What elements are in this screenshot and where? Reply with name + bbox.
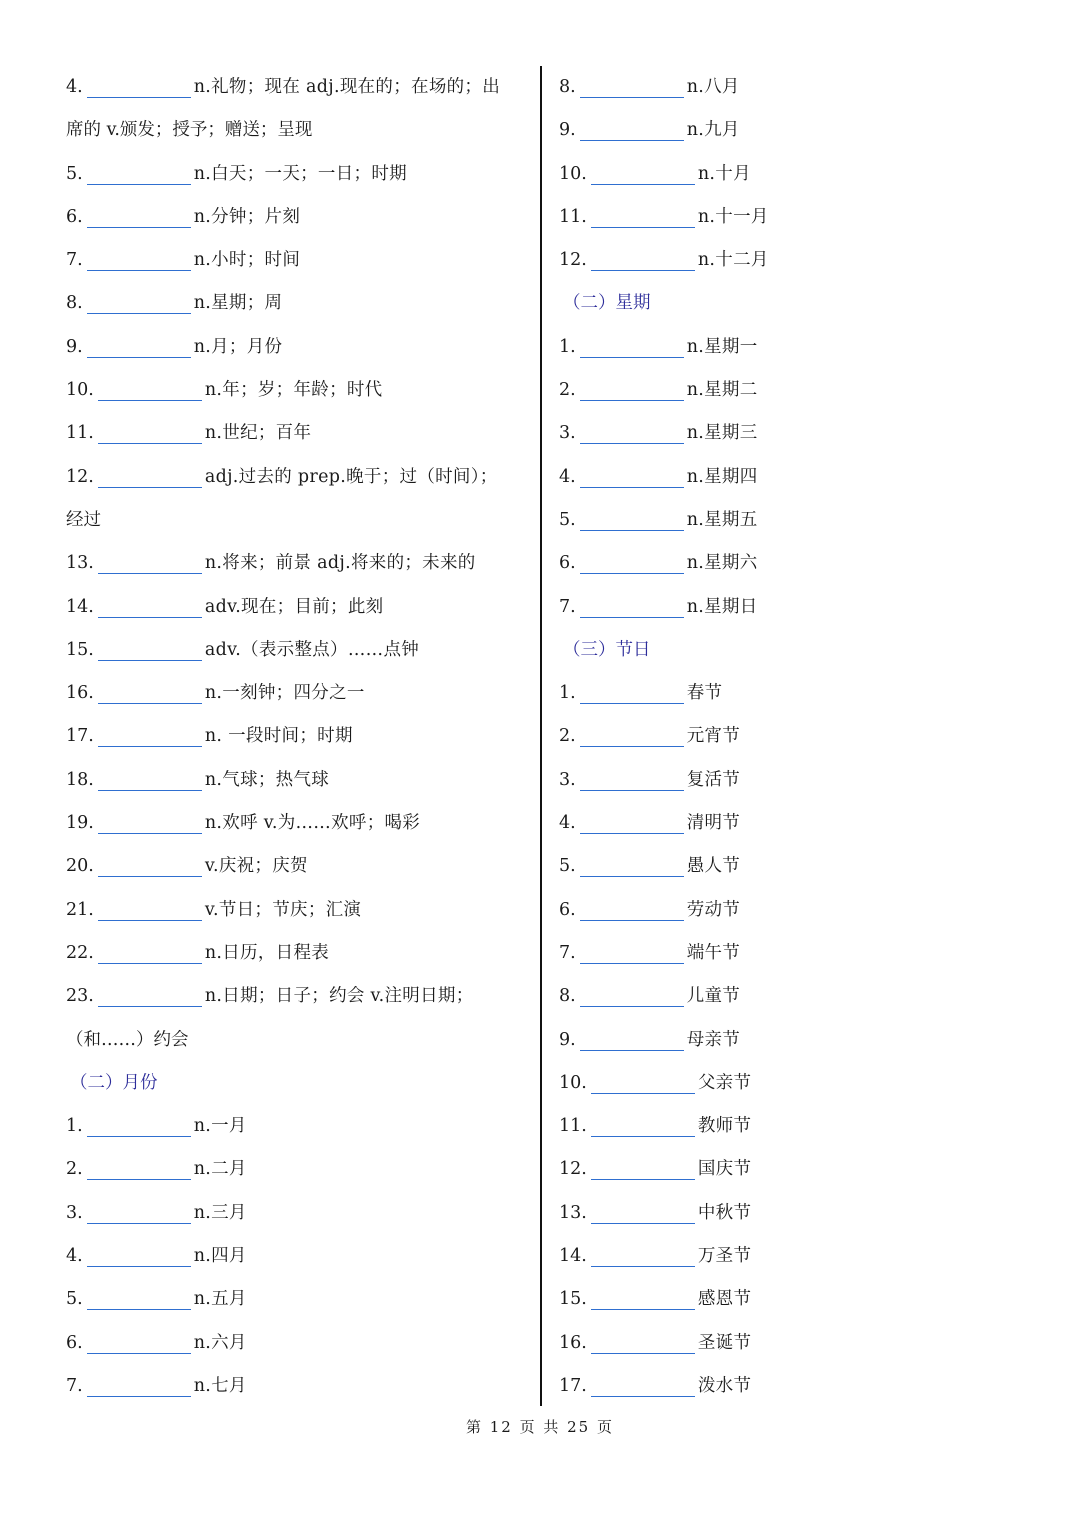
vocab-item bbox=[66, 1322, 524, 1365]
item-definition: n.十二月 bbox=[697, 250, 769, 271]
item-definition: n.三月 bbox=[193, 1202, 247, 1223]
answer-blank[interactable] bbox=[98, 856, 202, 877]
vocab-item bbox=[66, 845, 524, 888]
answer-blank[interactable] bbox=[98, 986, 202, 1007]
item-number: 5. bbox=[66, 1289, 83, 1310]
vocab-item bbox=[66, 456, 524, 499]
item-definition: 儿童节 bbox=[686, 986, 741, 1007]
vocab-item bbox=[559, 326, 1019, 369]
item-definition: n.将来；前景 adj.将来的；未来的 bbox=[204, 553, 476, 574]
vocab-item bbox=[66, 153, 524, 196]
answer-blank[interactable] bbox=[87, 1159, 191, 1180]
item-definition: n.白天；一天；一日；时期 bbox=[193, 163, 407, 184]
vocab-item bbox=[66, 196, 524, 239]
item-number: 1. bbox=[559, 336, 576, 357]
vocab-item bbox=[66, 66, 524, 109]
answer-blank[interactable] bbox=[580, 856, 684, 877]
vocab-item bbox=[66, 1192, 524, 1235]
item-definition: n.七月 bbox=[193, 1375, 247, 1396]
item-definition: 中秋节 bbox=[697, 1202, 752, 1223]
item-number: 4. bbox=[559, 466, 576, 487]
vocab-item bbox=[66, 326, 524, 369]
item-number: 17. bbox=[559, 1375, 587, 1396]
item-definition: n.小时；时间 bbox=[193, 250, 301, 271]
answer-blank[interactable] bbox=[87, 337, 191, 358]
item-number: 16. bbox=[66, 683, 94, 704]
answer-blank[interactable] bbox=[580, 813, 684, 834]
item-number: 5. bbox=[559, 509, 576, 530]
vocab-item bbox=[559, 1235, 1019, 1278]
item-definition: n.月；月份 bbox=[193, 336, 283, 357]
item-number: 3. bbox=[559, 423, 576, 444]
item-definition: n.星期四 bbox=[686, 466, 758, 487]
vocab-item bbox=[559, 66, 1019, 109]
item-number: 22. bbox=[66, 942, 94, 963]
item-number: 5. bbox=[559, 856, 576, 877]
item-number: 11. bbox=[559, 206, 587, 227]
vocab-item bbox=[559, 1365, 1019, 1408]
answer-blank[interactable] bbox=[580, 726, 684, 747]
item-number: 7. bbox=[66, 1375, 83, 1396]
answer-blank[interactable] bbox=[591, 164, 695, 185]
answer-blank[interactable] bbox=[591, 1333, 695, 1354]
answer-blank[interactable] bbox=[591, 1246, 695, 1267]
vocab-list-holidays bbox=[559, 672, 1019, 1408]
definition-continuation: 经过 bbox=[66, 509, 101, 530]
item-number: 7. bbox=[559, 596, 576, 617]
item-definition: n.分钟；片刻 bbox=[193, 206, 301, 227]
item-number: 1. bbox=[559, 683, 576, 704]
vocab-item bbox=[559, 932, 1019, 975]
item-definition: n.星期；周 bbox=[193, 293, 283, 314]
vocab-item bbox=[559, 802, 1019, 845]
answer-blank[interactable] bbox=[580, 553, 684, 574]
answer-blank[interactable] bbox=[98, 553, 202, 574]
item-number: 12. bbox=[66, 466, 94, 487]
item-definition: n.星期日 bbox=[686, 596, 758, 617]
answer-blank[interactable] bbox=[591, 1376, 695, 1397]
item-definition: v.庆祝；庆贺 bbox=[204, 856, 308, 877]
answer-blank[interactable] bbox=[98, 813, 202, 834]
item-number: 12. bbox=[559, 1159, 587, 1180]
answer-blank[interactable] bbox=[87, 77, 191, 98]
item-number: 15. bbox=[66, 639, 94, 660]
item-number: 13. bbox=[559, 1202, 587, 1223]
answer-blank[interactable] bbox=[580, 337, 684, 358]
item-number: 12. bbox=[559, 250, 587, 271]
item-number: 2. bbox=[559, 380, 576, 401]
item-definition: v.节日；节庆；汇演 bbox=[204, 899, 362, 920]
item-definition: 复活节 bbox=[686, 769, 741, 790]
vocab-item bbox=[66, 369, 524, 412]
item-definition: 万圣节 bbox=[697, 1246, 752, 1267]
answer-blank[interactable] bbox=[591, 207, 695, 228]
item-definition: n.一刻钟；四分之一 bbox=[204, 683, 365, 704]
answer-blank[interactable] bbox=[87, 1116, 191, 1137]
item-number: 23. bbox=[66, 986, 94, 1007]
vocab-item bbox=[559, 542, 1019, 585]
item-number: 13. bbox=[66, 553, 94, 574]
answer-blank[interactable] bbox=[580, 510, 684, 531]
vocab-item bbox=[559, 1192, 1019, 1235]
answer-blank[interactable] bbox=[98, 943, 202, 964]
vocab-item bbox=[66, 1148, 524, 1191]
item-number: 9. bbox=[66, 336, 83, 357]
item-number: 1. bbox=[66, 1116, 83, 1137]
vocab-item bbox=[559, 586, 1019, 629]
vocab-item bbox=[559, 239, 1019, 282]
item-number: 4. bbox=[66, 77, 83, 97]
item-number: 2. bbox=[66, 1159, 83, 1180]
answer-blank[interactable] bbox=[98, 467, 202, 488]
item-number: 8. bbox=[559, 77, 576, 97]
answer-blank[interactable] bbox=[87, 1246, 191, 1267]
item-definition: 春节 bbox=[686, 683, 723, 704]
vocab-item bbox=[559, 196, 1019, 239]
item-number: 21. bbox=[66, 899, 94, 920]
item-definition: n.星期五 bbox=[686, 509, 758, 530]
item-number: 6. bbox=[559, 899, 576, 920]
item-definition: n.礼物；现在 adj.现在的；在场的；出 bbox=[193, 77, 501, 97]
answer-blank[interactable] bbox=[87, 1376, 191, 1397]
item-number: 16. bbox=[559, 1332, 587, 1353]
item-definition: 端午节 bbox=[686, 942, 741, 963]
item-definition: n.星期六 bbox=[686, 553, 758, 574]
item-definition: 教师节 bbox=[697, 1116, 752, 1137]
item-number: 9. bbox=[559, 120, 576, 141]
item-number: 17. bbox=[66, 726, 94, 747]
vocab-item bbox=[559, 1062, 1019, 1105]
item-number: 15. bbox=[559, 1289, 587, 1310]
vocab-item bbox=[559, 456, 1019, 499]
vocab-list-weekdays bbox=[559, 326, 1019, 629]
answer-blank[interactable] bbox=[591, 1116, 695, 1137]
item-definition: n.八月 bbox=[686, 77, 740, 97]
page-footer: 第 12 页 共 25 页 bbox=[465, 1418, 614, 1436]
answer-blank[interactable] bbox=[591, 1073, 695, 1094]
vocab-item bbox=[559, 1322, 1019, 1365]
item-number: 8. bbox=[66, 293, 83, 314]
item-definition: 父亲节 bbox=[697, 1072, 752, 1093]
vocab-item bbox=[559, 1019, 1019, 1062]
vocab-list-months-b bbox=[559, 66, 1019, 282]
answer-blank[interactable] bbox=[98, 683, 202, 704]
vocab-item bbox=[66, 282, 524, 325]
answer-blank[interactable] bbox=[580, 597, 684, 618]
column-divider bbox=[540, 66, 542, 1406]
vocab-list-block1 bbox=[66, 66, 524, 1062]
vocab-item bbox=[66, 1235, 524, 1278]
answer-blank[interactable] bbox=[591, 250, 695, 271]
answer-blank[interactable] bbox=[98, 900, 202, 921]
item-definition: n.世纪；百年 bbox=[204, 423, 312, 444]
item-definition: 愚人节 bbox=[686, 856, 741, 877]
item-number: 3. bbox=[559, 769, 576, 790]
item-number: 14. bbox=[559, 1246, 587, 1267]
item-number: 20. bbox=[66, 856, 94, 877]
answer-blank[interactable] bbox=[580, 683, 684, 704]
item-definition: n.五月 bbox=[193, 1289, 247, 1310]
item-definition: 母亲节 bbox=[686, 1029, 741, 1050]
item-number: 6. bbox=[66, 206, 83, 227]
answer-blank[interactable] bbox=[580, 77, 684, 98]
vocab-item bbox=[559, 672, 1019, 715]
vocab-item bbox=[66, 586, 524, 629]
item-definition: 圣诞节 bbox=[697, 1332, 752, 1353]
item-definition: n.星期二 bbox=[686, 380, 758, 401]
answer-blank[interactable] bbox=[87, 1333, 191, 1354]
item-number: 10. bbox=[66, 380, 94, 401]
vocab-item bbox=[559, 499, 1019, 542]
item-definition: 元宵节 bbox=[686, 726, 741, 747]
answer-blank[interactable] bbox=[580, 900, 684, 921]
item-definition: 清明节 bbox=[686, 813, 741, 834]
item-definition: n.日期；日子；约会 v.注明日期； bbox=[204, 986, 474, 1007]
item-definition: n.日历，日程表 bbox=[204, 942, 330, 963]
item-number: 3. bbox=[66, 1202, 83, 1223]
item-number: 6. bbox=[66, 1332, 83, 1353]
item-definition: adv.现在；目前；此刻 bbox=[204, 596, 384, 617]
answer-blank[interactable] bbox=[591, 1159, 695, 1180]
item-definition: n.年；岁；年龄；时代 bbox=[204, 380, 383, 401]
item-number: 9. bbox=[559, 1029, 576, 1050]
vocab-item bbox=[559, 369, 1019, 412]
item-number: 10. bbox=[559, 163, 587, 184]
answer-blank[interactable] bbox=[580, 120, 684, 141]
vocab-item bbox=[66, 1105, 524, 1148]
answer-blank[interactable] bbox=[87, 164, 191, 185]
vocab-item bbox=[559, 153, 1019, 196]
vocab-item bbox=[559, 715, 1019, 758]
answer-blank[interactable] bbox=[580, 943, 684, 964]
item-number: 11. bbox=[559, 1116, 587, 1137]
item-definition: n.十月 bbox=[697, 163, 751, 184]
item-definition: n.气球；热气球 bbox=[204, 769, 330, 790]
vocab-item bbox=[66, 715, 524, 758]
item-definition: adj.过去的 prep.晚于；过（时间）； bbox=[204, 466, 498, 487]
item-number: 4. bbox=[66, 1246, 83, 1267]
item-number: 8. bbox=[559, 986, 576, 1007]
answer-blank[interactable] bbox=[87, 1289, 191, 1310]
item-definition: n.四月 bbox=[193, 1246, 247, 1267]
item-definition: 泼水节 bbox=[697, 1375, 752, 1396]
item-number: 10. bbox=[559, 1072, 587, 1093]
vocab-item bbox=[559, 1105, 1019, 1148]
vocab-item bbox=[66, 239, 524, 282]
answer-blank[interactable] bbox=[98, 726, 202, 747]
vocab-list-months-a bbox=[66, 1105, 524, 1408]
answer-blank[interactable] bbox=[580, 467, 684, 488]
item-number: 2. bbox=[559, 726, 576, 747]
vocab-item bbox=[559, 975, 1019, 1018]
left-column bbox=[66, 66, 524, 1408]
section-heading-holidays: （三）节日 bbox=[563, 639, 651, 660]
vocab-item bbox=[559, 889, 1019, 932]
answer-blank[interactable] bbox=[591, 1203, 695, 1224]
vocab-item bbox=[66, 1365, 524, 1408]
item-number: 18. bbox=[66, 769, 94, 790]
item-definition: n.九月 bbox=[686, 120, 740, 141]
answer-blank[interactable] bbox=[87, 207, 191, 228]
item-definition: n. 一段时间；时期 bbox=[204, 726, 353, 747]
answer-blank[interactable] bbox=[87, 1203, 191, 1224]
item-number: 4. bbox=[559, 813, 576, 834]
vocab-item bbox=[66, 542, 524, 585]
definition-continuation: （和……）约会 bbox=[66, 1029, 189, 1050]
item-definition: n.二月 bbox=[193, 1159, 247, 1180]
answer-blank[interactable] bbox=[87, 293, 191, 314]
vocab-item bbox=[66, 629, 524, 672]
item-definition: 国庆节 bbox=[697, 1159, 752, 1180]
answer-blank[interactable] bbox=[98, 597, 202, 618]
vocab-item bbox=[559, 759, 1019, 802]
vocab-item bbox=[559, 109, 1019, 152]
answer-blank[interactable] bbox=[591, 1289, 695, 1310]
item-number: 7. bbox=[66, 250, 83, 271]
answer-blank[interactable] bbox=[98, 640, 202, 661]
item-definition: n.一月 bbox=[193, 1116, 247, 1137]
vocab-item bbox=[66, 889, 524, 932]
item-definition: n.六月 bbox=[193, 1332, 247, 1353]
vocab-item bbox=[66, 802, 524, 845]
item-number: 5. bbox=[66, 163, 83, 184]
answer-blank[interactable] bbox=[580, 1030, 684, 1051]
item-definition: n.星期一 bbox=[686, 336, 758, 357]
answer-blank[interactable] bbox=[98, 423, 202, 444]
answer-blank[interactable] bbox=[580, 986, 684, 1007]
item-definition: n.星期三 bbox=[686, 423, 758, 444]
section-heading-months: （二）月份 bbox=[70, 1072, 158, 1093]
vocab-item bbox=[559, 1148, 1019, 1191]
vocab-item bbox=[559, 1278, 1019, 1321]
vocab-item bbox=[66, 759, 524, 802]
vocab-item bbox=[559, 412, 1019, 455]
answer-blank[interactable] bbox=[580, 423, 684, 444]
vocab-item bbox=[66, 672, 524, 715]
vocab-item bbox=[66, 412, 524, 455]
item-definition: 感恩节 bbox=[697, 1289, 752, 1310]
answer-blank[interactable] bbox=[98, 380, 202, 401]
item-number: 6. bbox=[559, 553, 576, 574]
answer-blank[interactable] bbox=[98, 770, 202, 791]
item-definition: 劳动节 bbox=[686, 899, 741, 920]
vocab-item bbox=[66, 975, 524, 1018]
answer-blank[interactable] bbox=[87, 250, 191, 271]
vocab-item bbox=[66, 1278, 524, 1321]
section-heading-week: （二）星期 bbox=[563, 293, 651, 314]
vocab-item bbox=[66, 932, 524, 975]
item-definition: adv.（表示整点）……点钟 bbox=[204, 639, 420, 660]
right-column bbox=[559, 66, 1019, 1408]
item-number: 11. bbox=[66, 423, 94, 444]
answer-blank[interactable] bbox=[580, 380, 684, 401]
item-definition: n.十一月 bbox=[697, 206, 769, 227]
vocab-item bbox=[559, 845, 1019, 888]
item-number: 14. bbox=[66, 596, 94, 617]
definition-continuation: 席的 v.颁发；授予；赠送；呈现 bbox=[66, 120, 313, 141]
item-number: 7. bbox=[559, 942, 576, 963]
item-number: 19. bbox=[66, 813, 94, 834]
answer-blank[interactable] bbox=[580, 770, 684, 791]
item-definition: n.欢呼 v.为……欢呼；喝彩 bbox=[204, 813, 421, 834]
